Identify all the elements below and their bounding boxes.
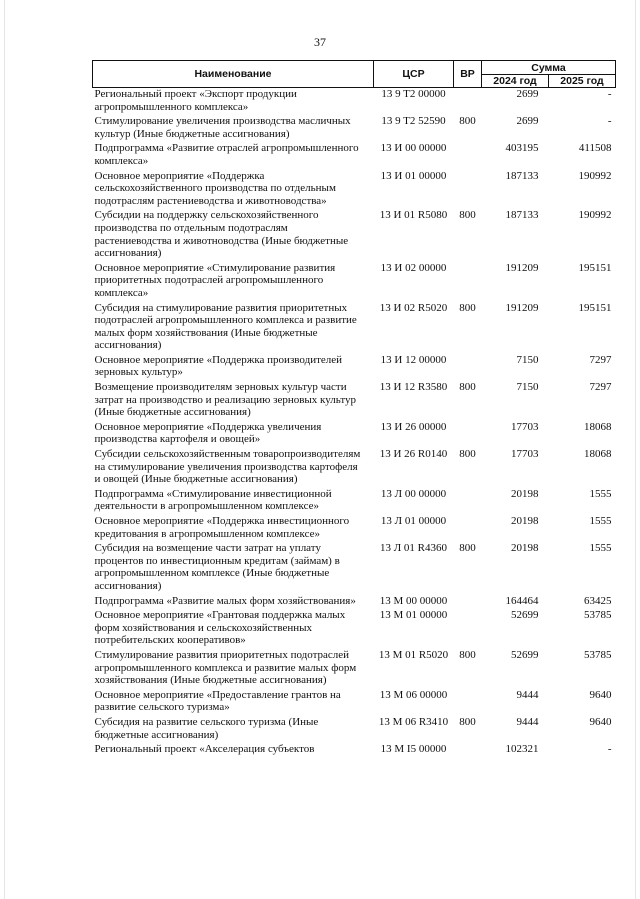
row-csr: 13 9 T2 52590 xyxy=(381,115,446,128)
row-sum-2024: 20198 xyxy=(511,487,539,500)
table-row xyxy=(93,448,616,488)
row-csr: 13 И 00 00000 xyxy=(380,142,447,155)
row-sum-2024: 9444 xyxy=(516,715,539,728)
row-csr: 13 И 01 00000 xyxy=(380,169,447,182)
row-name: Основное мероприятие «Поддержка сельскохозяйственного производства по отдельным подотраслям растениеводства и животноводства» xyxy=(94,169,336,207)
row-sum-2024: 9444 xyxy=(516,688,539,701)
row-sum-2024: 7150 xyxy=(516,381,539,394)
row-name: Основное мероприятие «Грантовая поддержка малых форм хозяйствования и сельскохозяйственных потребительских кооперативов» xyxy=(94,609,346,647)
row-vr: 800 xyxy=(459,542,476,555)
row-sum-2024: 52699 xyxy=(511,609,539,622)
table-row xyxy=(93,262,616,302)
row-name: Подпрограмма «Стимулирование инвестиционной деятельности в агропромышленном комплексе» xyxy=(94,487,332,513)
row-csr: 13 И 02 00000 xyxy=(380,261,447,274)
row-name: Стимулирование развития приоритетных подотраслей агропромышленного комплекса и развитие малых форм хозяйствования (Иные бюджетные ассигнования) xyxy=(94,648,357,687)
row-sum-2024: 191209 xyxy=(505,261,539,274)
table-row xyxy=(93,209,616,261)
row-sum-2024: 187133 xyxy=(505,209,539,222)
table-row xyxy=(93,488,616,515)
row-csr: 13 И 01 R5080 xyxy=(379,209,448,222)
row-csr: 13 М 00 00000 xyxy=(379,594,448,607)
row-csr: 13 Л 00 00000 xyxy=(380,487,447,500)
row-sum-2025: 9640 xyxy=(589,715,612,728)
row-vr xyxy=(454,515,482,542)
row-csr: 13 Л 01 R4360 xyxy=(379,542,448,555)
row-vr xyxy=(454,88,482,116)
table-row xyxy=(93,421,616,448)
row-csr: 13 М 06 00000 xyxy=(379,688,448,701)
row-vr: 800 xyxy=(459,115,476,128)
table-row xyxy=(93,381,616,421)
row-sum-2024: 2699 xyxy=(516,115,539,128)
row-sum-2025: 9640 xyxy=(589,688,612,701)
row-name: Возмещение производителям зерновых культур части затрат на производство и реализацию зерновых культур (Иные бюджетные ассигнования) xyxy=(94,381,357,419)
row-sum-2024: 187133 xyxy=(505,169,539,182)
table-body xyxy=(93,88,616,758)
row-sum-2025: 195151 xyxy=(578,261,612,274)
row-sum-2024: 7150 xyxy=(516,353,539,366)
row-sum-2025: - xyxy=(607,88,612,100)
row-sum-2025: 190992 xyxy=(578,169,612,182)
table-row xyxy=(93,716,616,743)
row-sum-2024: 17703 xyxy=(511,420,539,433)
row-sum-2024: 191209 xyxy=(505,301,539,314)
table-row xyxy=(93,515,616,542)
row-name: Основное мероприятие «Стимулирование развития приоритетных подотраслей агропромышленного комплекса» xyxy=(94,261,336,299)
table-row xyxy=(93,115,616,142)
row-vr xyxy=(454,142,482,169)
table-row xyxy=(93,354,616,381)
row-name: Субсидии на поддержку сельскохозяйственного производства по отдельным подотраслям растениеводства и животноводства (Иные бюджетные ассигнования) xyxy=(94,209,349,260)
header-2025: 2025 год xyxy=(549,75,616,88)
row-sum-2024: 403195 xyxy=(505,142,539,155)
row-csr: 13 И 12 00000 xyxy=(380,353,447,366)
header-sum: Сумма xyxy=(482,61,616,75)
row-sum-2024: 164464 xyxy=(505,594,539,607)
row-sum-2025: 7297 xyxy=(589,381,612,394)
table-row xyxy=(93,689,616,716)
row-sum-2025: 53785 xyxy=(584,648,612,661)
row-vr: 800 xyxy=(459,448,476,461)
row-sum-2025: 411508 xyxy=(578,142,612,155)
row-name: Региональный проект «Экспорт продукции агропромышленного комплекса» xyxy=(94,88,297,113)
row-name: Основное мероприятие «Предоставление грантов на развитие сельского туризма» xyxy=(94,688,341,714)
row-sum-2024: 52699 xyxy=(511,648,539,661)
row-vr xyxy=(454,595,482,610)
row-csr: 13 9 T2 00000 xyxy=(381,88,446,100)
row-name: Субсидии сельскохозяйственным товаропроизводителям на стимулирование увеличения производства картофеля и овощей (Иные бюджетные ассигнования) xyxy=(94,448,361,486)
row-vr: 800 xyxy=(459,381,476,394)
row-vr: 800 xyxy=(459,715,476,728)
row-name: Основное мероприятие «Поддержка увеличения производства картофеля и овощей» xyxy=(94,420,322,446)
budget-table xyxy=(92,60,616,758)
row-name: Стимулирование увеличения производства масличных культур (Иные бюджетные ассигнования) xyxy=(94,115,351,140)
row-vr xyxy=(454,170,482,210)
row-csr: 13 М 01 00000 xyxy=(379,609,448,622)
row-csr: 13 И 02 R5020 xyxy=(379,301,448,314)
row-name: Основное мероприятие «Поддержка инвестиционного кредитования в агропромышленном комплексе» xyxy=(94,515,350,540)
row-sum-2025: - xyxy=(607,743,612,756)
table-row xyxy=(93,649,616,689)
row-vr xyxy=(454,609,482,649)
row-vr: 800 xyxy=(459,209,476,222)
row-vr xyxy=(454,689,482,716)
row-name: Основное мероприятие «Поддержка производителей зерновых культур» xyxy=(94,353,343,379)
row-sum-2025: 7297 xyxy=(589,353,612,366)
row-name: Подпрограмма «Развитие малых форм хозяйствования» xyxy=(94,594,356,607)
header-csr: ЦСР xyxy=(374,61,454,88)
row-sum-2025: 190992 xyxy=(578,209,612,222)
table-row xyxy=(93,302,616,354)
row-vr xyxy=(454,743,482,758)
row-name: Субсидия на стимулирование развития приоритетных подотраслей агропромышленного комплекса и развитие малых форм хозяйствования (Иные бюджетные ассигнования) xyxy=(94,301,357,352)
row-name: Региональный проект «Акселерация субъектов xyxy=(94,743,315,756)
table-row xyxy=(93,595,616,610)
scan-edge-right xyxy=(635,0,636,899)
row-vr: 800 xyxy=(459,648,476,661)
row-name: Субсидия на возмещение части затрат на уплату процентов по инвестиционным кредитам (займам) в агропромышленном комплексе (Иные бюджетные ассигнования) xyxy=(94,542,340,592)
row-sum-2025: 63425 xyxy=(584,594,612,607)
row-csr: 13 М 06 R3410 xyxy=(378,715,449,728)
row-sum-2025: 53785 xyxy=(584,609,612,622)
row-sum-2024: 2699 xyxy=(516,88,539,100)
row-sum-2025: - xyxy=(607,115,612,128)
row-sum-2025: 195151 xyxy=(578,301,612,314)
row-name: Подпрограмма «Развитие отраслей агропромышленного комплекса» xyxy=(94,142,359,167)
row-vr xyxy=(454,421,482,448)
row-sum-2024: 20198 xyxy=(511,515,539,527)
scan-edge-left xyxy=(4,0,5,899)
row-csr: 13 И 12 R3580 xyxy=(379,381,448,394)
row-csr: 13 И 26 R0140 xyxy=(379,448,448,461)
row-sum-2025: 1555 xyxy=(589,515,612,527)
row-sum-2025: 18068 xyxy=(584,420,612,433)
row-sum-2025: 18068 xyxy=(584,448,612,461)
header-2024: 2024 год xyxy=(482,75,549,88)
table-row xyxy=(93,170,616,210)
header-vr: ВР xyxy=(454,61,482,88)
row-vr xyxy=(454,262,482,302)
row-sum-2025: 1555 xyxy=(589,487,612,500)
table-row xyxy=(93,142,616,169)
header-name: Наименование xyxy=(93,61,374,88)
row-name: Субсидия на развитие сельского туризма (Иные бюджетные ассигнования) xyxy=(94,715,319,741)
table-header xyxy=(93,61,616,88)
page-number: 37 xyxy=(314,35,326,49)
row-sum-2024: 102321 xyxy=(505,743,539,756)
row-csr: 13 Л 01 00000 xyxy=(380,515,447,527)
table-row xyxy=(93,88,616,116)
table-row xyxy=(93,743,616,758)
row-vr xyxy=(454,488,482,515)
row-csr: 13 М 01 R5020 xyxy=(378,648,449,661)
row-sum-2024: 20198 xyxy=(511,542,539,555)
row-csr: 13 И 26 00000 xyxy=(380,420,447,433)
table-row xyxy=(93,542,616,594)
row-sum-2024: 17703 xyxy=(511,448,539,461)
row-csr: 13 М I5 00000 xyxy=(380,743,447,756)
row-vr xyxy=(454,354,482,381)
row-sum-2025: 1555 xyxy=(589,542,612,555)
table-row xyxy=(93,609,616,649)
row-vr: 800 xyxy=(459,301,476,314)
